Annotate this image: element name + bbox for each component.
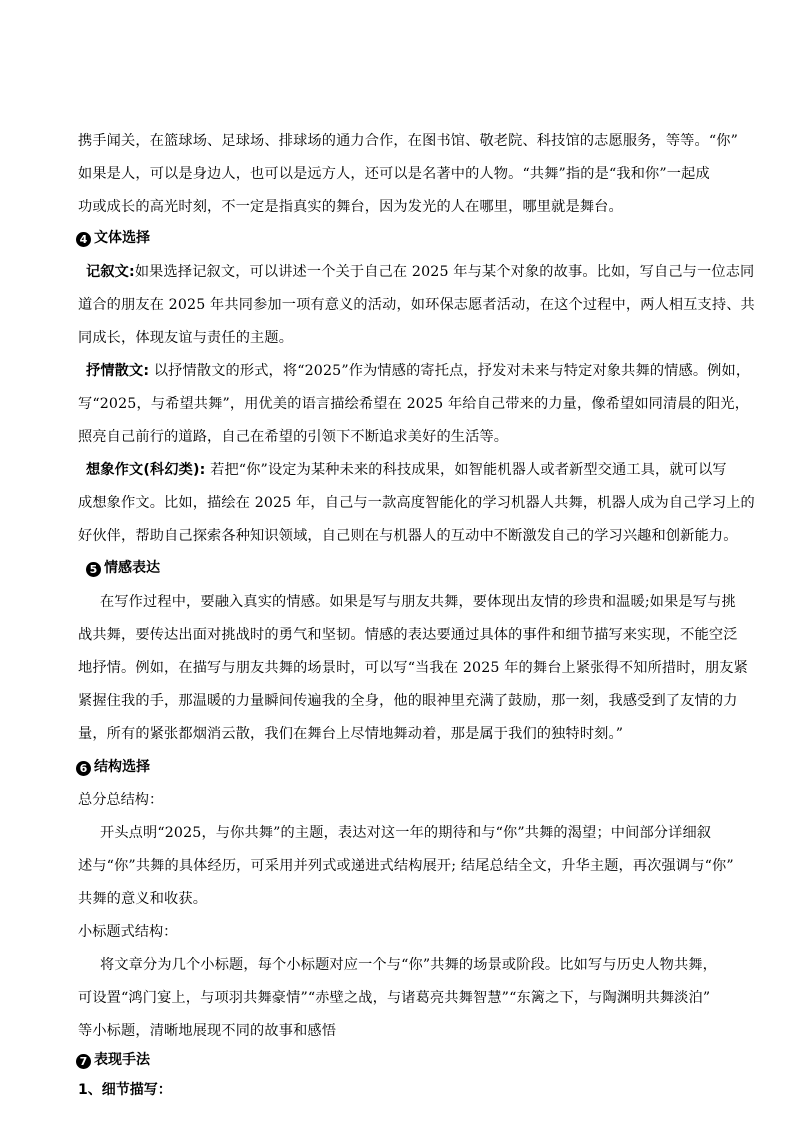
genre-label: 想象作文(科幻类): bbox=[86, 462, 206, 478]
paragraph-line: 开头点明“2025，与你共舞”的主题，表达对这一年的期待和与“你”共舞的渴望；中间部分详细叙 bbox=[100, 825, 712, 841]
paragraph-text: 如果选择记叙文，可以讲述一个关于自己在 2025 年与某个对象的故事。比如，写自己与一位志同 bbox=[134, 264, 755, 280]
paragraph-line: 地抒情。例如，在描写与朋友共舞的场景时，可以写“当我在 2025 年的舞台上紧张得不知所措时，朋友紧 bbox=[78, 660, 748, 676]
paragraph-line: 同成长，体现友谊与责任的主题。 bbox=[78, 330, 294, 346]
structure-label: 总分总结构： bbox=[78, 792, 164, 808]
section-number-badge: 6 bbox=[76, 761, 91, 776]
section-number-badge: 5 bbox=[86, 562, 101, 577]
section-title: 表现手法 bbox=[94, 1052, 150, 1068]
section-heading-5 bbox=[86, 558, 160, 578]
paragraph-line: 紧握住我的手，那温暖的力量瞬间传遍我的全身，他的眼神里充满了鼓励，那一刻，我感受到了友情的力 bbox=[78, 693, 738, 709]
paragraph-line bbox=[86, 262, 754, 282]
paragraph-line: 在写作过程中，要融入真实的情感。如果是写与朋友共舞，要体现出友情的珍贵和温暖;如果是写与挑 bbox=[100, 594, 736, 610]
paragraph-line: 述与“你”共舞的具体经历，可采用并列式或递进式结构展开; 结尾总结全文，升华主题，再次强调与“你” bbox=[78, 858, 734, 874]
section-title: 情感表达 bbox=[104, 560, 160, 576]
section-number-badge: 7 bbox=[76, 1054, 91, 1069]
paragraph-line: 成想象作文。比如，描绘在 2025 年，自己与一款高度智能化的学习机器人共舞，机器人成为自己学习上的 bbox=[78, 495, 755, 511]
section-title: 文体选择 bbox=[94, 230, 150, 246]
paragraph-line: 等小标题，清晰地展现不同的故事和感悟 bbox=[78, 1023, 337, 1039]
paragraph-text: 以抒情散文的形式，将“2025”作为情感的寄托点，抒发对未来与特定对象共舞的情感。例如， bbox=[149, 363, 751, 379]
paragraph-line: 将文章分为几个小标题，每个小标题对应一个与“你”共舞的场景或阶段。比如写与历史人物共舞， bbox=[100, 957, 717, 973]
paragraph-line: 共舞的意义和收获。 bbox=[78, 891, 208, 907]
genre-label: 记叙文: bbox=[86, 264, 135, 280]
paragraph-line bbox=[86, 460, 727, 480]
section-number-badge: 4 bbox=[76, 232, 91, 247]
section-heading-7 bbox=[76, 1050, 150, 1070]
paragraph-line: 道合的朋友在 2025 年共同参加一项有意义的活动，如环保志愿者活动，在这个过程中，两人相互支持、共 bbox=[78, 297, 755, 313]
paragraph-line: 战共舞，要传达出面对挑战时的勇气和坚韧。情感的表达要通过具体的事件和细节描写来实现，不能空泛 bbox=[78, 627, 738, 643]
paragraph-text: 若把“你”设定为某种未来的科技成果，如智能机器人或者新型交通工具，就可以写 bbox=[205, 462, 727, 478]
structure-label: 小标题式结构： bbox=[78, 924, 178, 940]
paragraph-line bbox=[86, 361, 750, 381]
section-heading-6 bbox=[76, 757, 150, 777]
paragraph-line: 量，所有的紧张都烟消云散，我们在舞台上尽情地舞动着，那是属于我们的独特时刻。” bbox=[78, 726, 624, 742]
paragraph-line: 写“2025，与希望共舞”，用优美的语言描绘希望在 2025 年给自己带来的力量，像希望如同清晨的阳光， bbox=[78, 396, 750, 412]
paragraph-line: 可设置“鸿门宴上，与项羽共舞豪情”“赤壁之战，与诸葛亮共舞智慧”“东篱之下，与陶渊明共舞淡泊” bbox=[78, 990, 711, 1006]
section-title: 结构选择 bbox=[94, 759, 150, 775]
paragraph-line: 好伙伴，帮助自己探索各种知识领域，自己则在与机器人的互动中不断激发自己的学习兴趣和创新能力。 bbox=[78, 528, 738, 544]
paragraph-line: 如果是人，可以是身边人，也可以是远方人，还可以是名著中的人物。“共舞”指的是“我和你”一起成 bbox=[78, 166, 710, 182]
paragraph-line: 携手闻关，在篮球场、足球场、排球场的通力合作，在图书馆、敬老院、科技馆的志愿服务，等等。“你” bbox=[78, 133, 738, 149]
section-heading-4 bbox=[76, 228, 150, 248]
paragraph-line: 照亮自己前行的道路，自己在希望的引领下不断追求美好的生活等。 bbox=[78, 429, 509, 445]
genre-label: 抒情散文: bbox=[86, 363, 150, 379]
subsection-heading: 1、细节描写： bbox=[78, 1082, 172, 1098]
paragraph-line: 功或成长的高光时刻，不一定是指真实的舞台，因为发光的人在哪里，哪里就是舞台。 bbox=[78, 199, 623, 215]
